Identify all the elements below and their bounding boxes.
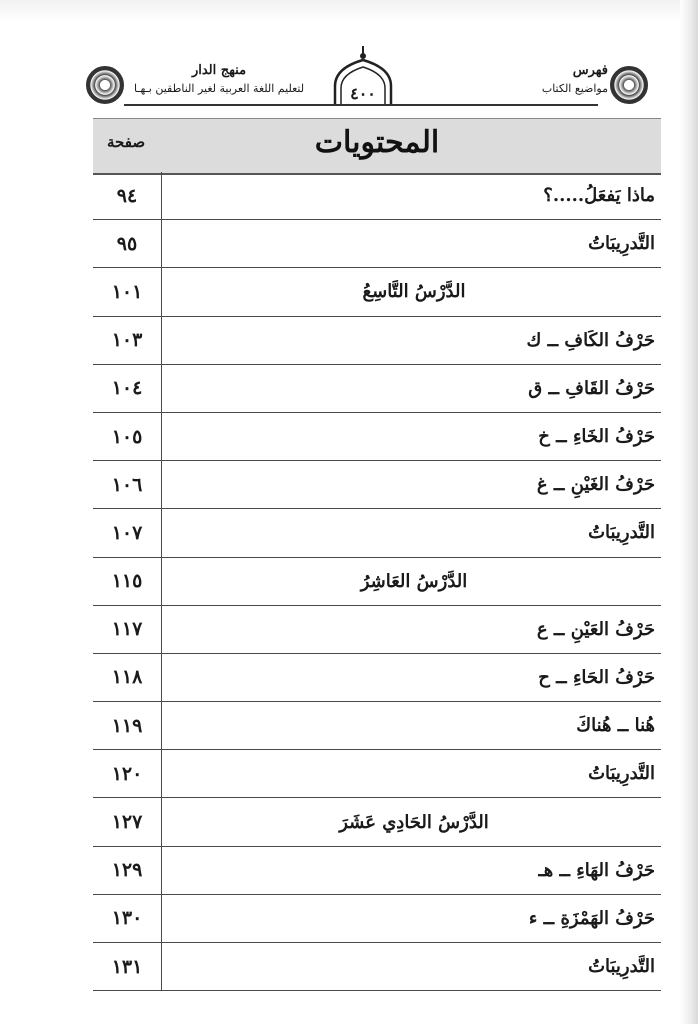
toc-page-number: ١٠٥ bbox=[111, 425, 143, 448]
column-divider bbox=[161, 558, 162, 605]
toc-entry-title: حَرْفُ العَيْنِ ــ ع bbox=[536, 618, 655, 640]
column-divider bbox=[161, 654, 162, 701]
toc-entry-title: التَّدرِيبَاتُ bbox=[588, 763, 655, 785]
header-left-subtitle: لتعليم اللغة العربية لغير الناطقين بـهـا bbox=[133, 82, 305, 95]
toc-lesson-title: الدَّرْسُ التَّاسِعُ bbox=[362, 281, 466, 303]
toc-row bbox=[93, 220, 661, 268]
header-rule bbox=[124, 104, 598, 106]
toc-lesson-title: الدَّرْسُ العَاشِرُ bbox=[360, 570, 468, 592]
toc-lesson-title: الدَّرْسُ الحَادِي عَشَرَ bbox=[339, 811, 489, 833]
toc-entry-title: حَرْفُ الحَاءِ ــ ح bbox=[538, 666, 655, 688]
column-divider bbox=[161, 847, 162, 894]
toc-row bbox=[93, 606, 661, 654]
toc-row bbox=[93, 268, 661, 316]
toc-entry-title: ماذا يَفعَلُ.....؟ bbox=[543, 185, 655, 207]
toc-page-number: ١٠٣ bbox=[111, 329, 143, 352]
column-divider bbox=[161, 895, 162, 942]
toc-page-number: ١١٥ bbox=[111, 570, 143, 593]
title-band bbox=[93, 118, 661, 175]
column-divider bbox=[161, 509, 162, 556]
page-edge-shadow bbox=[680, 0, 698, 1024]
toc-entry-title: حَرْفُ الهَاءِ ــ هـ bbox=[538, 859, 655, 881]
page-column-label: صفحة bbox=[107, 133, 146, 151]
column-divider bbox=[161, 317, 162, 364]
toc-page-number: ١٣١ bbox=[111, 955, 143, 978]
toc-page-number: ١٢٧ bbox=[111, 811, 143, 834]
toc-row bbox=[93, 847, 661, 895]
toc-page-number: ١٠٦ bbox=[111, 473, 143, 496]
column-divider bbox=[161, 702, 162, 749]
toc-page-number: ١٠٧ bbox=[111, 521, 143, 544]
toc-row bbox=[93, 461, 661, 509]
toc-entry-title: حَرْفُ الغَيْنِ ــ غ bbox=[536, 474, 655, 496]
column-divider bbox=[161, 606, 162, 653]
toc-row bbox=[93, 172, 661, 220]
header-left-title: منهج الدار bbox=[191, 63, 247, 78]
toc-page-number: ١٣٠ bbox=[111, 907, 143, 930]
toc-row bbox=[93, 558, 661, 606]
header-right-title: فهرس bbox=[572, 63, 608, 78]
rosette-ornament-icon bbox=[610, 66, 648, 104]
toc-row bbox=[93, 895, 661, 943]
toc-page-number: ٩٥ bbox=[116, 232, 138, 255]
toc-entry-title: التَّدرِيبَاتُ bbox=[588, 233, 655, 255]
column-divider bbox=[161, 943, 162, 990]
toc-entry-title: التَّدرِيبَاتُ bbox=[588, 522, 655, 544]
top-edge-strip bbox=[0, 0, 698, 22]
toc-row bbox=[93, 654, 661, 702]
toc-page-number: ١٠١ bbox=[111, 280, 143, 303]
column-divider bbox=[161, 798, 162, 845]
column-divider bbox=[161, 750, 162, 797]
toc-entry-title: هُنا ــ هُناكَ bbox=[576, 715, 655, 737]
toc-row bbox=[93, 365, 661, 413]
column-divider bbox=[161, 268, 162, 315]
toc-entry-title: التَّدرِيبَاتُ bbox=[588, 956, 655, 978]
toc-entry-title: حَرْفُ الخَاءِ ــ خ bbox=[538, 426, 655, 448]
column-divider bbox=[161, 172, 162, 219]
toc-row bbox=[93, 750, 661, 798]
toc-page-number: ١٢٠ bbox=[111, 762, 143, 785]
page-title: المحتويات bbox=[314, 125, 440, 160]
toc-row bbox=[93, 943, 661, 991]
toc-row bbox=[93, 702, 661, 750]
header-right-subtitle: مواضيع الكتاب bbox=[541, 82, 608, 95]
toc-row bbox=[93, 509, 661, 557]
column-divider bbox=[161, 461, 162, 508]
header-left-block bbox=[124, 62, 314, 98]
toc-entry-title: حَرْفُ الكَافِ ــ ك bbox=[526, 329, 655, 351]
rosette-ornament-icon bbox=[86, 66, 124, 104]
toc-entry-title: حَرْفُ الهَمْزَةِ ــ ء bbox=[528, 907, 655, 929]
column-divider bbox=[161, 413, 162, 460]
header-right-block bbox=[408, 62, 608, 98]
toc-page-number: ١١٧ bbox=[111, 618, 143, 641]
page-number: ٤٠٠ bbox=[350, 84, 376, 103]
toc-page-number: ١١٨ bbox=[111, 666, 143, 689]
toc-page-number: ٩٤ bbox=[116, 184, 138, 207]
toc-row bbox=[93, 317, 661, 365]
toc-page-number: ١٢٩ bbox=[111, 859, 143, 882]
table-of-contents bbox=[93, 172, 661, 991]
column-divider bbox=[161, 220, 162, 267]
toc-page-number: ١١٩ bbox=[111, 714, 143, 737]
toc-row bbox=[93, 413, 661, 461]
toc-row bbox=[93, 798, 661, 846]
toc-page-number: ١٠٤ bbox=[111, 377, 143, 400]
column-divider bbox=[161, 365, 162, 412]
toc-entry-title: حَرْفُ القَافِ ــ ق bbox=[528, 377, 655, 399]
